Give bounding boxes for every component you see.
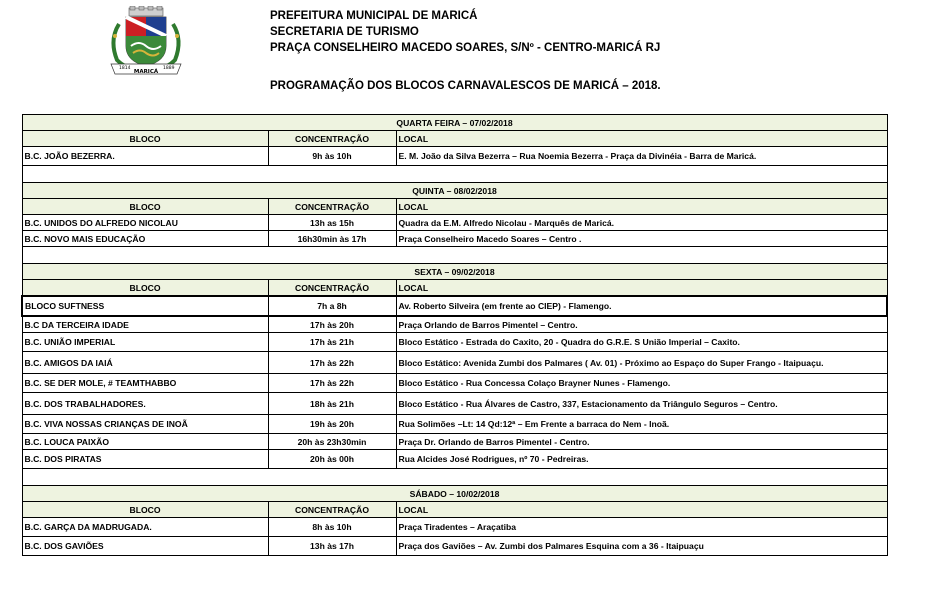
bloco-name: B.C DA TERCEIRA IDADE — [22, 316, 268, 333]
logo-year-right: 1889 — [163, 66, 175, 71]
schedule-table — [21, 114, 888, 556]
bloco-name: B.C. LOUCA PAIXÃO — [22, 434, 268, 450]
local-address: E. M. João da Silva Bezerra – Rua Noemia Bezerra - Praça da Divinéia - Barra de Maricá. — [396, 147, 887, 166]
concentracao-time: 17h às 22h — [268, 352, 396, 374]
col-header-bloco: BLOCO — [22, 280, 268, 297]
bloco-name: BLOCO SUFTNESS — [22, 296, 268, 316]
table-row — [22, 231, 887, 247]
day-header-thursday: QUINTA – 08/02/2018 — [22, 183, 887, 199]
column-header-row — [22, 280, 887, 297]
table-row — [22, 352, 887, 374]
concentracao-time: 17h às 20h — [268, 316, 396, 333]
local-address: Praça Dr. Orlando de Barros Pimentel - Centro. — [396, 434, 887, 450]
col-header-concentracao: CONCENTRAÇÃO — [268, 502, 396, 518]
table-row — [22, 450, 887, 469]
letterhead-line-1: PREFEITURA MUNICIPAL DE MARICÁ — [270, 10, 478, 22]
local-address: Quadra da E.M. Alfredo Nicolau - Marquês de Maricá. — [396, 215, 887, 231]
bloco-name: B.C. DOS GAVIÕES — [22, 537, 268, 556]
table-row — [22, 393, 887, 415]
concentracao-time: 9h às 10h — [268, 147, 396, 166]
local-address: Praça Tiradentes – Araçatiba — [396, 518, 887, 537]
table-row — [22, 415, 887, 434]
concentracao-time: 18h às 21h — [268, 393, 396, 415]
letterhead-line-2: SECRETARIA DE TURISMO — [270, 26, 419, 38]
table-row — [22, 518, 887, 537]
marica-coat-of-arms-logo — [103, 6, 189, 78]
concentracao-time: 8h às 10h — [268, 518, 396, 537]
logo-year-left: 1814 — [119, 66, 131, 71]
col-header-concentracao: CONCENTRAÇÃO — [268, 131, 396, 147]
col-header-local: LOCAL — [396, 131, 887, 147]
day-header-saturday: SÁBADO – 10/02/2018 — [22, 486, 887, 502]
local-address: Praça Conselheiro Macedo Soares – Centro . — [396, 231, 887, 247]
document-title: PROGRAMAÇÃO DOS BLOCOS CARNAVALESCOS DE MARICÁ – 2018. — [270, 80, 661, 92]
local-address: Praça Orlando de Barros Pimentel – Centro. — [396, 316, 887, 333]
bloco-name: B.C. DOS PIRATAS — [22, 450, 268, 469]
concentracao-time: 20h às 23h30min — [268, 434, 396, 450]
concentracao-time: 16h30min às 17h — [268, 231, 396, 247]
table-row-highlighted — [22, 296, 887, 316]
bloco-name: B.C. VIVA NOSSAS CRIANÇAS DE INOÃ — [22, 415, 268, 434]
bloco-name: B.C. GARÇA DA MADRUGADA. — [22, 518, 268, 537]
concentracao-time: 13h às 17h — [268, 537, 396, 556]
spacer-row — [22, 166, 887, 183]
concentracao-time: 17h às 21h — [268, 333, 396, 352]
table-row — [22, 333, 887, 352]
table-row — [22, 316, 887, 333]
col-header-concentracao: CONCENTRAÇÃO — [268, 199, 396, 215]
bloco-name: B.C. SE DER MOLE, # TEAMTHABBO — [22, 374, 268, 393]
concentracao-time: 7h a 8h — [268, 296, 396, 316]
concentracao-time: 17h às 22h — [268, 374, 396, 393]
col-header-local: LOCAL — [396, 199, 887, 215]
col-header-bloco: BLOCO — [22, 131, 268, 147]
day-header-wednesday: QUARTA FEIRA – 07/02/2018 — [22, 115, 887, 131]
concentracao-time: 20h às 00h — [268, 450, 396, 469]
letterhead-line-3: PRAÇA CONSELHEIRO MACEDO SOARES, S/Nº - CENTRO-MARICÁ RJ — [270, 42, 661, 54]
table-row — [22, 434, 887, 450]
column-header-row — [22, 131, 887, 147]
table-row — [22, 147, 887, 166]
local-address: Bloco Estático - Rua Álvares de Castro, 337, Estacionamento da Triângulo Seguros – Centro. — [396, 393, 887, 415]
spacer-row — [22, 469, 887, 486]
bloco-name: B.C. AMIGOS DA IAIÁ — [22, 352, 268, 374]
column-header-row — [22, 199, 887, 215]
bloco-name: B.C. DOS TRABALHADORES. — [22, 393, 268, 415]
col-header-local: LOCAL — [396, 502, 887, 518]
concentracao-time: 19h às 20h — [268, 415, 396, 434]
bloco-name: B.C. NOVO MAIS EDUCAÇÃO — [22, 231, 268, 247]
bloco-name: B.C. UNIDOS DO ALFREDO NICOLAU — [22, 215, 268, 231]
table-row — [22, 537, 887, 556]
table-row — [22, 215, 887, 231]
column-header-row — [22, 502, 887, 518]
local-address: Bloco Estático: Avenida Zumbi dos Palmares ( Av. 01) - Próximo ao Espaço do Super Frango - Itaipuaçu. — [396, 352, 887, 374]
table-row — [22, 374, 887, 393]
col-header-bloco: BLOCO — [22, 502, 268, 518]
col-header-bloco: BLOCO — [22, 199, 268, 215]
local-address: Bloco Estático - Estrada do Caxito, 20 - Quadra do G.R.E. S União Imperial – Caxito. — [396, 333, 887, 352]
day-header-friday: SEXTA – 09/02/2018 — [22, 264, 887, 280]
local-address: Av. Roberto Silveira (em frente ao CIEP) - Flamengo. — [396, 296, 887, 316]
local-address: Rua Alcides José Rodrigues, nº 70 - Pedreiras. — [396, 450, 887, 469]
spacer-row — [22, 247, 887, 264]
local-address: Rua Solimões –Lt: 14 Qd:12ª – Em Frente a barraca do Nem - Inoã. — [396, 415, 887, 434]
col-header-local: LOCAL — [396, 280, 887, 297]
bloco-name: B.C. JOÃO BEZERRA. — [22, 147, 268, 166]
local-address: Bloco Estático - Rua Concessa Colaço Brayner Nunes - Flamengo. — [396, 374, 887, 393]
local-address: Praça dos Gaviões – Av. Zumbi dos Palmares Esquina com a 36 - Itaipuaçu — [396, 537, 887, 556]
logo-name: MARICÁ — [133, 69, 159, 75]
concentracao-time: 13h as 15h — [268, 215, 396, 231]
bloco-name: B.C. UNIÃO IMPERIAL — [22, 333, 268, 352]
letterhead — [270, 8, 660, 56]
col-header-concentracao: CONCENTRAÇÃO — [268, 280, 396, 297]
